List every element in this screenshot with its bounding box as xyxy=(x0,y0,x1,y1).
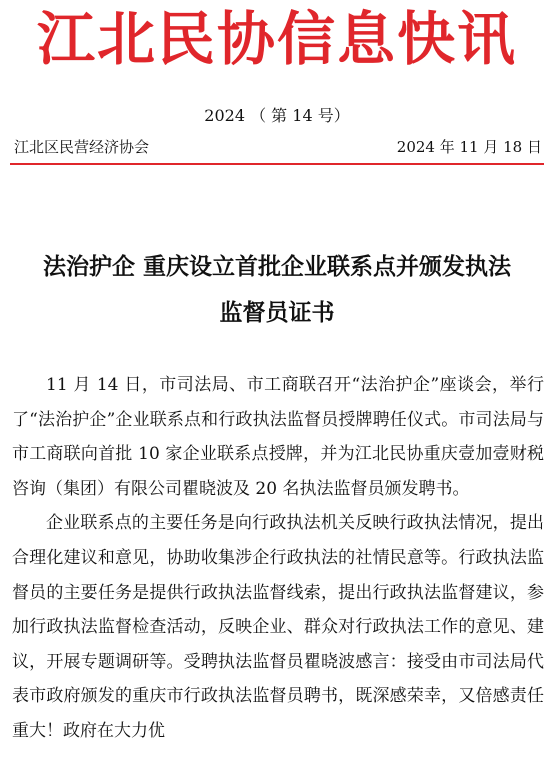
masthead-title: 江北民协信息快讯 xyxy=(36,5,517,73)
header-divider xyxy=(10,163,544,165)
publisher-org: 江北区民营经济协会 xyxy=(14,138,150,156)
article-paragraph-1: 11 月 14 日，市司法局、市工商联召开“法治护企”座谈会，举行了“法治护企”企业联系点和行政执法监督员授牌聘任仪式。市司法局与市工商联向首批 10 家企业联系点授牌，并为江北民协重庆壹加壹财税咨询（集团）有限公司瞿晓波及 20 名执法监督员颁发聘书。 xyxy=(12,375,544,499)
article-title xyxy=(10,244,544,336)
article-paragraph-2: 企业联系点的主要任务是向行政执法机关反映行政执法情况，提出合理化建议和意见，协助收集涉企行政执法的社情民意等。行政执法监督员的主要任务是提供行政执法监督线索，提出行政执法监督建议，参加行政执法监督检查活动，反映企业、群众对行政执法工作的意见、建议，开展专题调研等。受聘执法监督员瞿晓波感言：接受由市司法局代表市政府颁发的重庆市行政执法监督员聘书，既深感荣幸，又倍感责任重大！政府在大力优 xyxy=(12,513,544,741)
issue-number: 2024 （ 第 14 号） xyxy=(204,106,350,125)
article-title-line-1: 法治护企 重庆设立首批企业联系点并颁发执法 xyxy=(42,253,511,280)
publisher-row xyxy=(14,136,542,158)
publish-date: 2024 年 11 月 18 日 xyxy=(396,138,542,156)
article-body xyxy=(12,368,544,749)
article-title-line-2: 监督员证书 xyxy=(219,299,335,326)
